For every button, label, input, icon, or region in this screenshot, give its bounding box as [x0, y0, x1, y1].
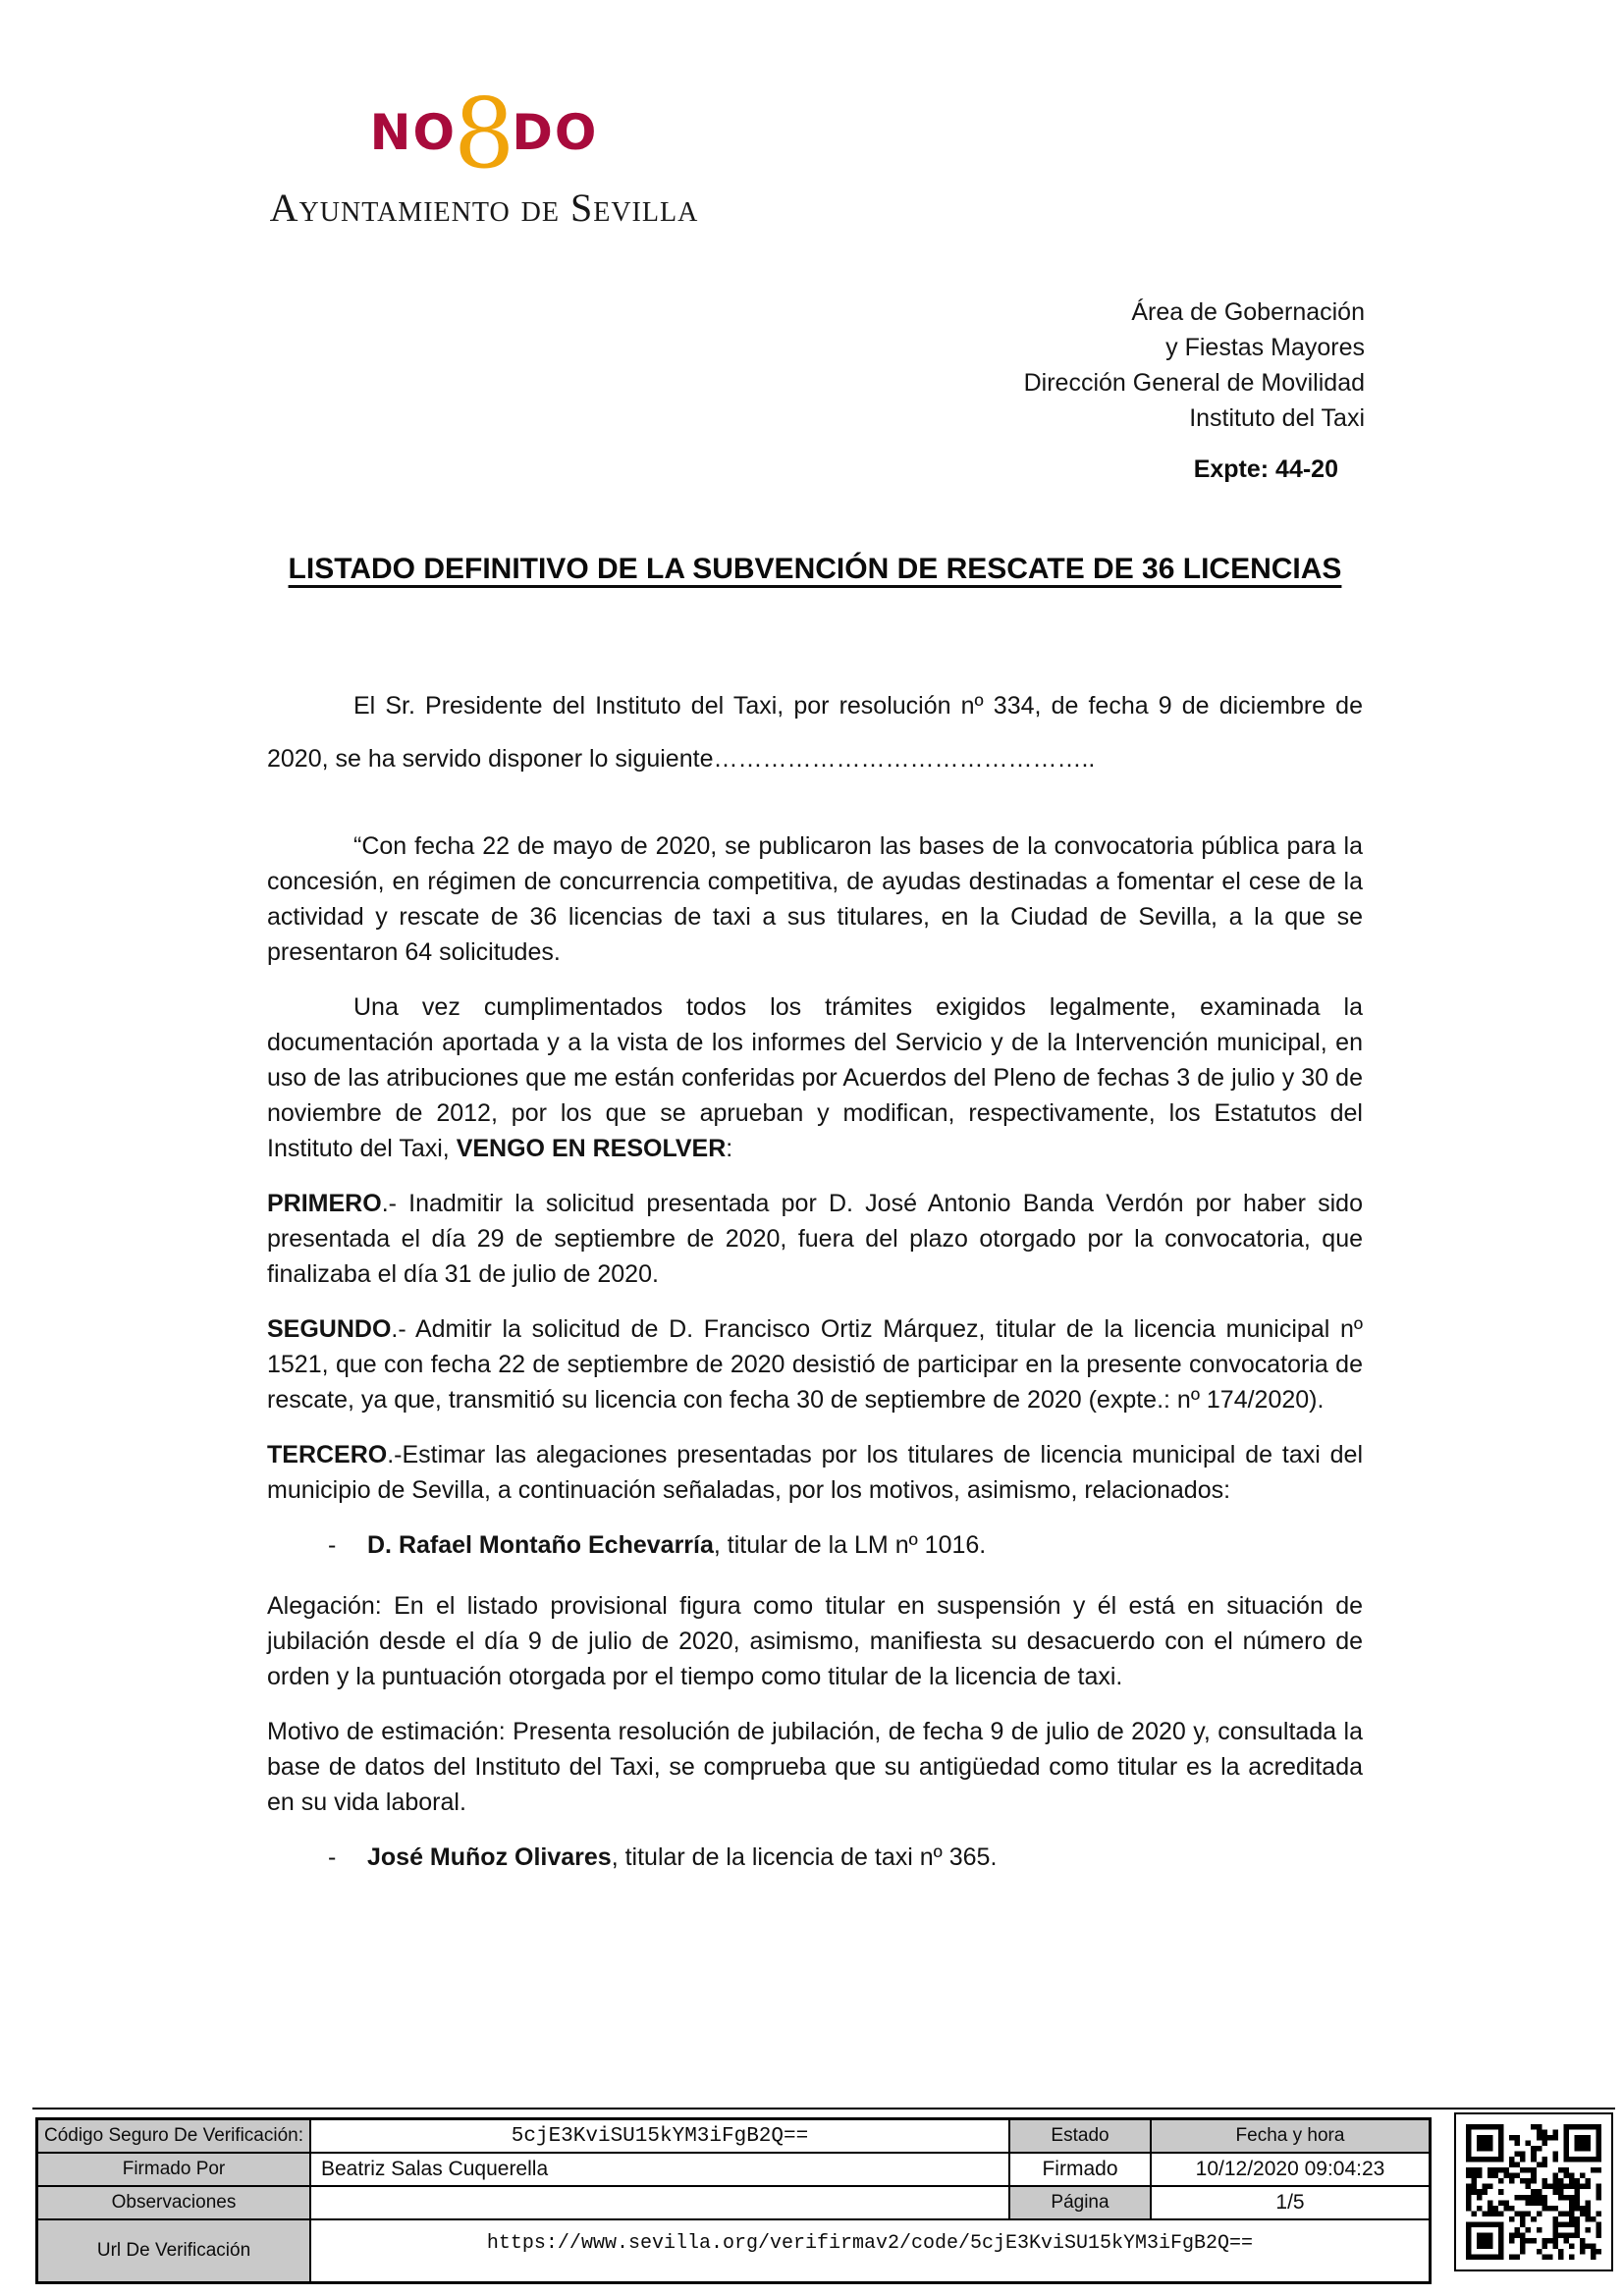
fecha-hora-value: 10/12/2020 09:04:23 — [1152, 2154, 1429, 2185]
pagina-value: 1/5 — [1152, 2187, 1429, 2218]
qr-code — [1466, 2124, 1601, 2260]
csv-value: 5cjE3KviSU15kYM3iFgB2Q== — [311, 2120, 1008, 2152]
estado-label: Estado — [1010, 2120, 1150, 2152]
city-council-logo — [263, 79, 705, 231]
list-item: - D. Rafael Montaño Echevarría, titular de la LM nº 1016. — [267, 1527, 1363, 1563]
nosdo-emblem — [369, 79, 599, 190]
url-verificacion-label: Url De Verificación — [38, 2220, 309, 2281]
qr-code-box — [1454, 2112, 1613, 2271]
document-title: LISTADO DEFINITIVO DE LA SUBVENCIÓN DE RESCATE DE 36 LICENCIAS — [288, 553, 1342, 585]
paragraph: PRIMERO.- Inadmitir la solicitud presentada por D. José Antonio Banda Verdón por haber sido presentada el día 29 de septiembre de 2020, fuera del plazo otorgado por la convocatoria, que finalizaba el día 31 de julio de 2020. — [267, 1190, 1363, 1288]
paragraph: Motivo de estimación: Presenta resolución de jubilación, de fecha 9 de julio de 2020 y, consultada la base de datos del Instituto del Taxi, se comprueba que su antigüedad como titular es la acreditada en su vida laboral. — [267, 1718, 1363, 1816]
paragraph: El Sr. Presidente del Instituto del Taxi, por resolución nº 334, de fecha 9 de diciembre de 2020, se ha servido disponer lo siguiente……………………………………….. — [267, 692, 1363, 773]
verification-table — [35, 2117, 1432, 2284]
list-bullet: - — [328, 1531, 337, 1559]
list-bullet: - — [328, 1843, 337, 1871]
estado-value: Firmado — [1010, 2154, 1150, 2185]
paragraph: “Con fecha 22 de mayo de 2020, se publicaron las bases de la convocatoria pública para la concesión, en régimen de concurrencia competitiva, de ayudas destinadas a fomentar el cese de la actividad y rescate de 36 licencias de taxi a sus titulares, en la Ciudad de Sevilla, a la que se presentaron 64 solicitudes. — [267, 832, 1363, 966]
observaciones-label: Observaciones — [38, 2187, 309, 2218]
department-line: y Fiestas Mayores — [1165, 334, 1365, 361]
firmado-por-value: Beatriz Salas Cuquerella — [311, 2154, 1008, 2185]
document-body — [267, 679, 1363, 1900]
list-item: - José Muñoz Olivares, titular de la licencia de taxi nº 365. — [267, 1840, 1363, 1875]
url-verificacion-value: https://www.sevilla.org/verifirmav2/code/5cjE3KviSU15kYM3iFgB2Q== — [311, 2220, 1429, 2281]
department-line: Área de Gobernación — [1131, 298, 1365, 326]
pagina-label: Página — [1010, 2187, 1150, 2218]
footer-divider — [32, 2108, 1615, 2109]
department-line: Dirección General de Movilidad — [1023, 369, 1365, 397]
fecha-hora-label: Fecha y hora — [1152, 2120, 1429, 2152]
paragraph: TERCERO.-Estimar las alegaciones presentadas por los titulares de licencia municipal de taxi del municipio de Sevilla, a continuación señaladas, por los motivos, asimismo, relacionados: — [267, 1441, 1363, 1504]
paragraph: SEGUNDO.- Admitir la solicitud de D. Francisco Ortiz Márquez, titular de la licencia municipal nº 1521, que con fecha 22 de septiembre de 2020 desistió de participar en la presente convocatoria de rescate, ya que, transmitió su licencia con fecha 30 de septiembre de 2020 (expte.: nº 174/2020). — [267, 1315, 1363, 1414]
observaciones-value — [311, 2187, 1008, 2218]
expedient-number: Expte: 44-20 — [1193, 455, 1338, 483]
csv-label: Código Seguro De Verificación: — [38, 2120, 309, 2152]
firmado-por-label: Firmado Por — [38, 2154, 309, 2185]
logo-do-text: DO — [512, 104, 599, 161]
logo-no-text: NO — [369, 104, 457, 161]
logo-subtitle: Ayuntamiento de Sevilla — [269, 186, 699, 230]
logo-madeja-eight-icon: 8 — [453, 79, 515, 190]
paragraph: Alegación: En el listado provisional figura como titular en suspensión y él está en situación de jubilación desde el día 9 de julio de 2020, asimismo, manifiesta su desacuerdo con el número de orden y la puntuación otorgada por el tiempo como titular de la licencia de taxi. — [267, 1592, 1363, 1690]
department-line: Instituto del Taxi — [1189, 404, 1365, 432]
paragraph: Una vez cumplimentados todos los trámites exigidos legalmente, examinada la documentación aportada y a la vista de los informes del Servicio y de la Intervención municipal, en uso de las atribuciones que me están conferidas por Acuerdos del Pleno de fechas 3 de julio y 30 de noviembre de 2012, por los que se aprueban y modifican, respectivamente, los Estatutos del Instituto del Taxi, VENGO EN RESOLVER: — [267, 993, 1363, 1162]
department-block — [1024, 294, 1365, 436]
